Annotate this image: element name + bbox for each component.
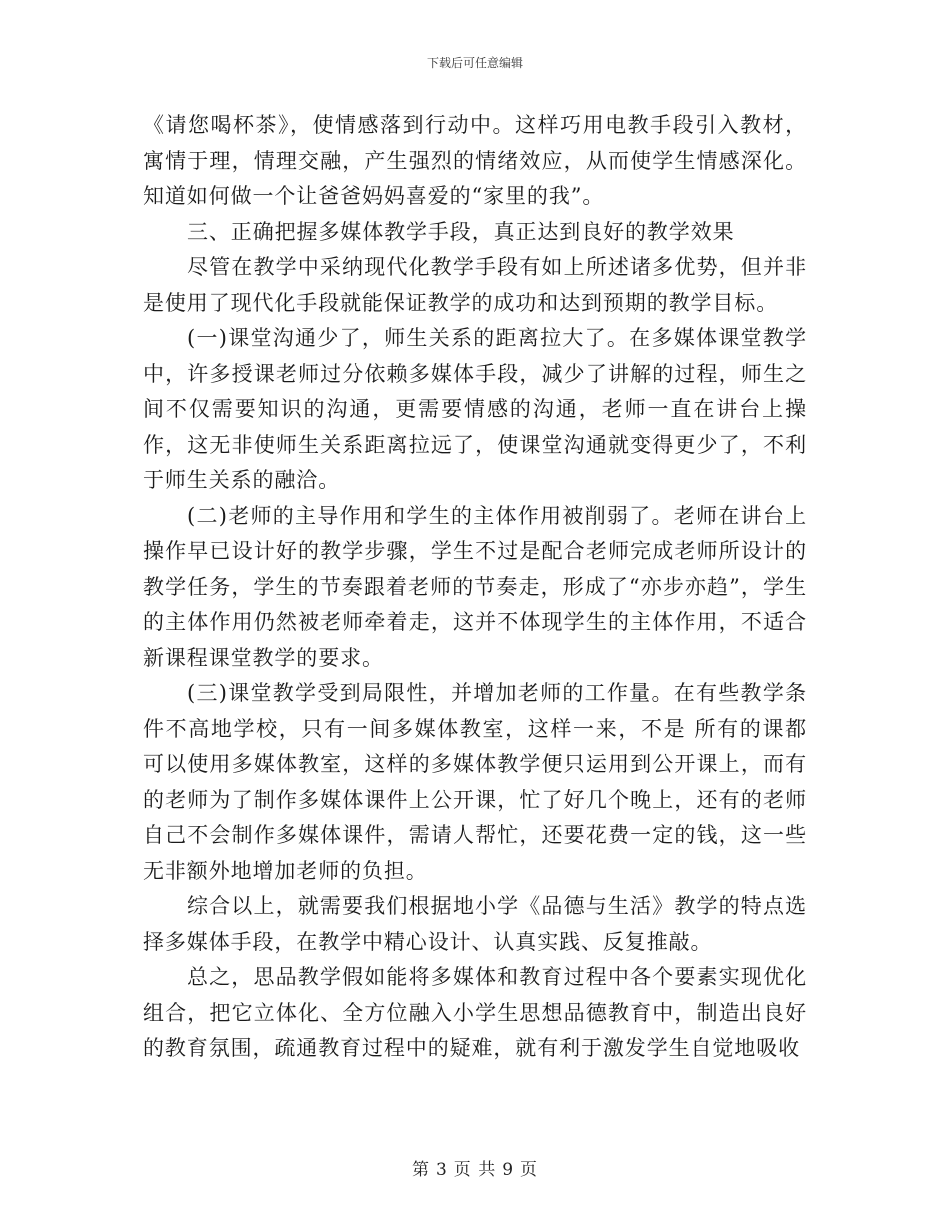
footer-suffix: 页 — [520, 1160, 539, 1180]
total-page-count: 9 — [502, 1160, 515, 1180]
page-footer — [0, 1155, 950, 1180]
paragraph-point-1: (一)课堂沟通少了，师生关系的距离拉大了。在多媒体课堂教学中，许多授课老师过分依赖多媒体手段，减少了讲解的过程，师生之间不仅需要知识的沟通，更需要情感的沟通，老师一直在讲台上操作，这无非使师生关系距离拉远了，使课堂沟通就变得更少了，不利于师生关系的融洽。 — [143, 326, 807, 492]
paragraph-2: 尽管在教学中采纳现代化教学手段有如上所述诸多优势，但并非是使用了现代化手段就能保证教学的成功和达到预期的教学目标。 — [143, 255, 807, 315]
document-body — [143, 108, 807, 1067]
paragraph-conclusion: 总之，思品教学假如能将多媒体和教育过程中各个要素实现优化组合，把它立体化、全方位融入小学生思想品德教育中，制造出良好的教育氛围，疏通教育过程中的疑难，就有利于激发学生自觉地吸收 — [143, 965, 807, 1060]
paragraph-point-2: (二)老师的主导作用和学生的主体作用被削弱了。老师在讲台上操作早已设计好的教学步骤，学生不过是配合老师完成老师所设计的教学任务，学生的节奏跟着老师的节奏走，形成了“亦步亦趋”，学生的主体作用仍然被老师牵着走，这并不体现学生的主体作用，不适合新课程课堂教学的要求。 — [143, 503, 807, 670]
paragraph-1: 《请您喝杯茶》，使情感落到行动中。这样巧用电教手段引入教材，寓情于理，情理交融，产生强烈的情绪效应，从而使学生情感深化。知道如何做一个让爸爸妈妈喜爱的“家里的我”。 — [143, 113, 807, 208]
footer-prefix: 第 — [411, 1160, 430, 1180]
current-page-number: 3 — [435, 1160, 448, 1180]
paragraph-summary: 综合以上，就需要我们根据地小学《品德与生活》教学的特点选择多媒体手段，在教学中精心设计、认真实践、反复推敲。 — [143, 894, 807, 954]
paragraph-point-3: (三)课堂教学受到局限性，并增加老师的工作量。在有些教学条件不高地学校，只有一间多媒体教室，这样一来，不是 所有的课都可以使用多媒体教室，这样的多媒体教学便只运用到公开课上，而有的老师为了制作多媒体课件上公开课，忙了好几个晚上，还有的老师自己不会制作多媒体课件，需请人帮忙，还要花费一定的钱，这一些无非额外地增加老师的负担。 — [143, 681, 807, 883]
page-header: 下载后可任意编辑 — [426, 56, 523, 70]
footer-middle: 页 共 — [453, 1160, 497, 1180]
section-heading-3: 三、正确把握多媒体教学手段，真正达到良好的教学效果 — [187, 219, 735, 244]
